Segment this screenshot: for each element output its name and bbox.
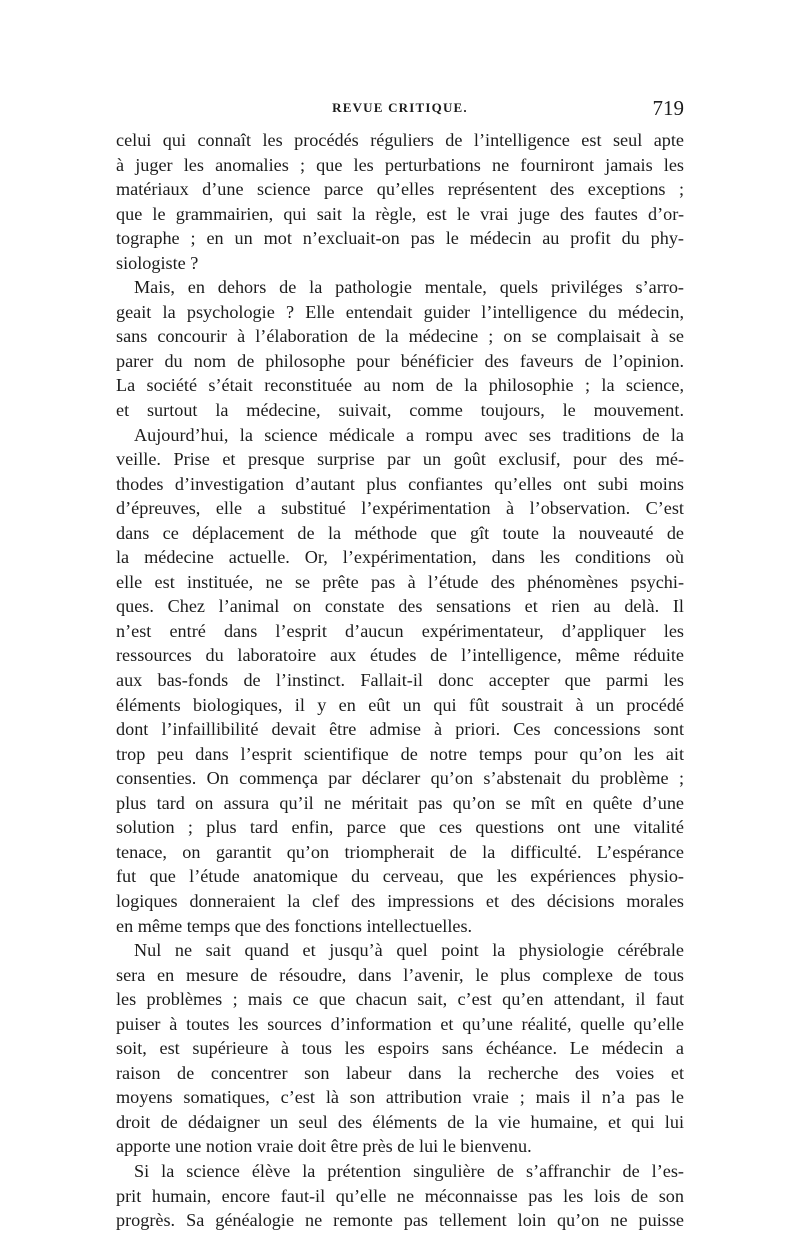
text-line: la médecine actuelle. Or, l’expérimentation, dans les conditions où <box>116 547 684 568</box>
text-line: progrès. Sa généalogie ne remonte pas tellement loin qu’on ne puisse <box>116 1210 684 1231</box>
text-line: celui qui connaît les procédés réguliers de l’intelligence est seul apte <box>116 130 684 150</box>
text-line: que le grammairien, qui sait la règle, est le vrai juge des fautes d’or- <box>116 203 684 224</box>
text-line: en même temps que des fonctions intellectuelles. <box>116 915 473 936</box>
text-line: aux bas-fonds de l’instinct. Fallait-il donc accepter que parmi les <box>116 670 684 691</box>
text-line: raison de concentrer son labeur dans la recherche des voies et <box>116 1062 684 1083</box>
text-line: n’est entré dans l’esprit d’aucun expérimentateur, d’appliquer les <box>116 620 684 641</box>
text-line: prit humain, encore faut-il qu’elle ne méconnaisse pas les lois de son <box>116 1185 684 1206</box>
text-line: siologiste ? <box>116 252 199 273</box>
text-line: Nul ne sait quand et jusqu’à quel point la physiologie cérébrale <box>134 940 684 961</box>
text-line: moyens somatiques, c’est là son attribution vraie ; mais il n’a pas le <box>116 1087 684 1108</box>
text-line: les problèmes ; mais ce que chacun sait, c’est qu’en attendant, il faut <box>116 989 684 1010</box>
text-line: apporte une notion vraie doit être près de lui le bienvenu. <box>116 1136 532 1157</box>
text-line: geait la psychologie ? Elle entendait guider l’intelligence du médecin, <box>116 301 684 322</box>
text-line: fut que l’étude anatomique du cerveau, que les expériences physio- <box>116 866 684 887</box>
text-line: tenace, on garantit qu’on triompherait de la difficulté. L’espérance <box>116 841 684 862</box>
text-line: ressources du laboratoire aux études de l’intelligence, même réduite <box>116 645 684 666</box>
text-line: logiques donneraient la clef des impressions et des décisions morales <box>116 890 684 911</box>
text-line: d’épreuves, elle a substitué l’expérimentation à l’observation. C’est <box>116 498 684 519</box>
text-line: plus tard on assura qu’il ne méritait pas qu’on se mît en quête d’une <box>116 792 684 813</box>
text-line: consenties. On commença par déclarer qu’on s’abstenait du problème ; <box>116 768 684 789</box>
text-line: veille. Prise et presque surprise par un goût exclusif, pour des mé- <box>116 449 684 470</box>
text-line: droit de dédaigner un seul des éléments de la vie humaine, et qui lui <box>116 1111 684 1132</box>
text-line: à juger les anomalies ; que les perturbations ne fourniront jamais les <box>116 154 684 175</box>
text-line: ques. Chez l’animal on constate des sensations et rien au delà. Il <box>116 596 684 617</box>
text-line: matériaux d’une science parce qu’elles représentent des exceptions ; <box>116 179 684 200</box>
page-number: 719 <box>652 96 684 120</box>
running-head: REVUE CRITIQUE. <box>332 100 468 115</box>
text-line: elle est instituée, ne se prête pas à l’étude des phénomènes psychi- <box>116 571 684 592</box>
text-line: et surtout la médecine, suivait, comme toujours, le mouvement. <box>116 400 684 421</box>
text-line: puiser à toutes les sources d’information et qu’une réalité, quelle qu’elle <box>116 1013 684 1034</box>
text-line: Si la science élève la prétention singulière de s’affranchir de l’es- <box>134 1160 684 1181</box>
page-header <box>116 96 684 122</box>
text-line: éléments biologiques, il y en eût un qui fût soustrait à un procédé <box>116 694 684 715</box>
text-line: Mais, en dehors de la pathologie mentale, quels priviléges s’arro- <box>134 277 684 298</box>
text-line: soit, est supérieure à tous les espoirs sans échéance. Le médecin a <box>116 1038 684 1059</box>
text-line: dont l’infaillibilité devait être admise à priori. Ces concessions sont <box>116 719 684 740</box>
text-line: dans ce déplacement de la méthode que gît toute la nouveauté de <box>116 522 684 543</box>
text-line: trop peu dans l’esprit scientifique de notre temps pour qu’on les ait <box>116 743 684 764</box>
text-line: tographe ; en un mot n’excluait-on pas le médecin au profit du phy- <box>116 228 684 249</box>
text-line: La société s’était reconstituée au nom de la philosophie ; la science, <box>116 375 684 396</box>
text-line: parer du nom de philosophe pour bénéficier des faveurs de l’opinion. <box>116 350 684 371</box>
text-line: solution ; plus tard enfin, parce que ces questions ont une vitalité <box>116 817 684 838</box>
body-text <box>116 128 684 1233</box>
text-line: thodes d’investigation d’autant plus confiantes qu’elles ont subi moins <box>116 473 684 494</box>
text-line: sans concourir à l’élaboration de la médecine ; on se complaisait à se <box>116 326 684 347</box>
text-line: sera en mesure de résoudre, dans l’avenir, le plus complexe de tous <box>116 964 684 985</box>
text-line: Aujourd’hui, la science médicale a rompu avec ses traditions de la <box>134 424 684 445</box>
